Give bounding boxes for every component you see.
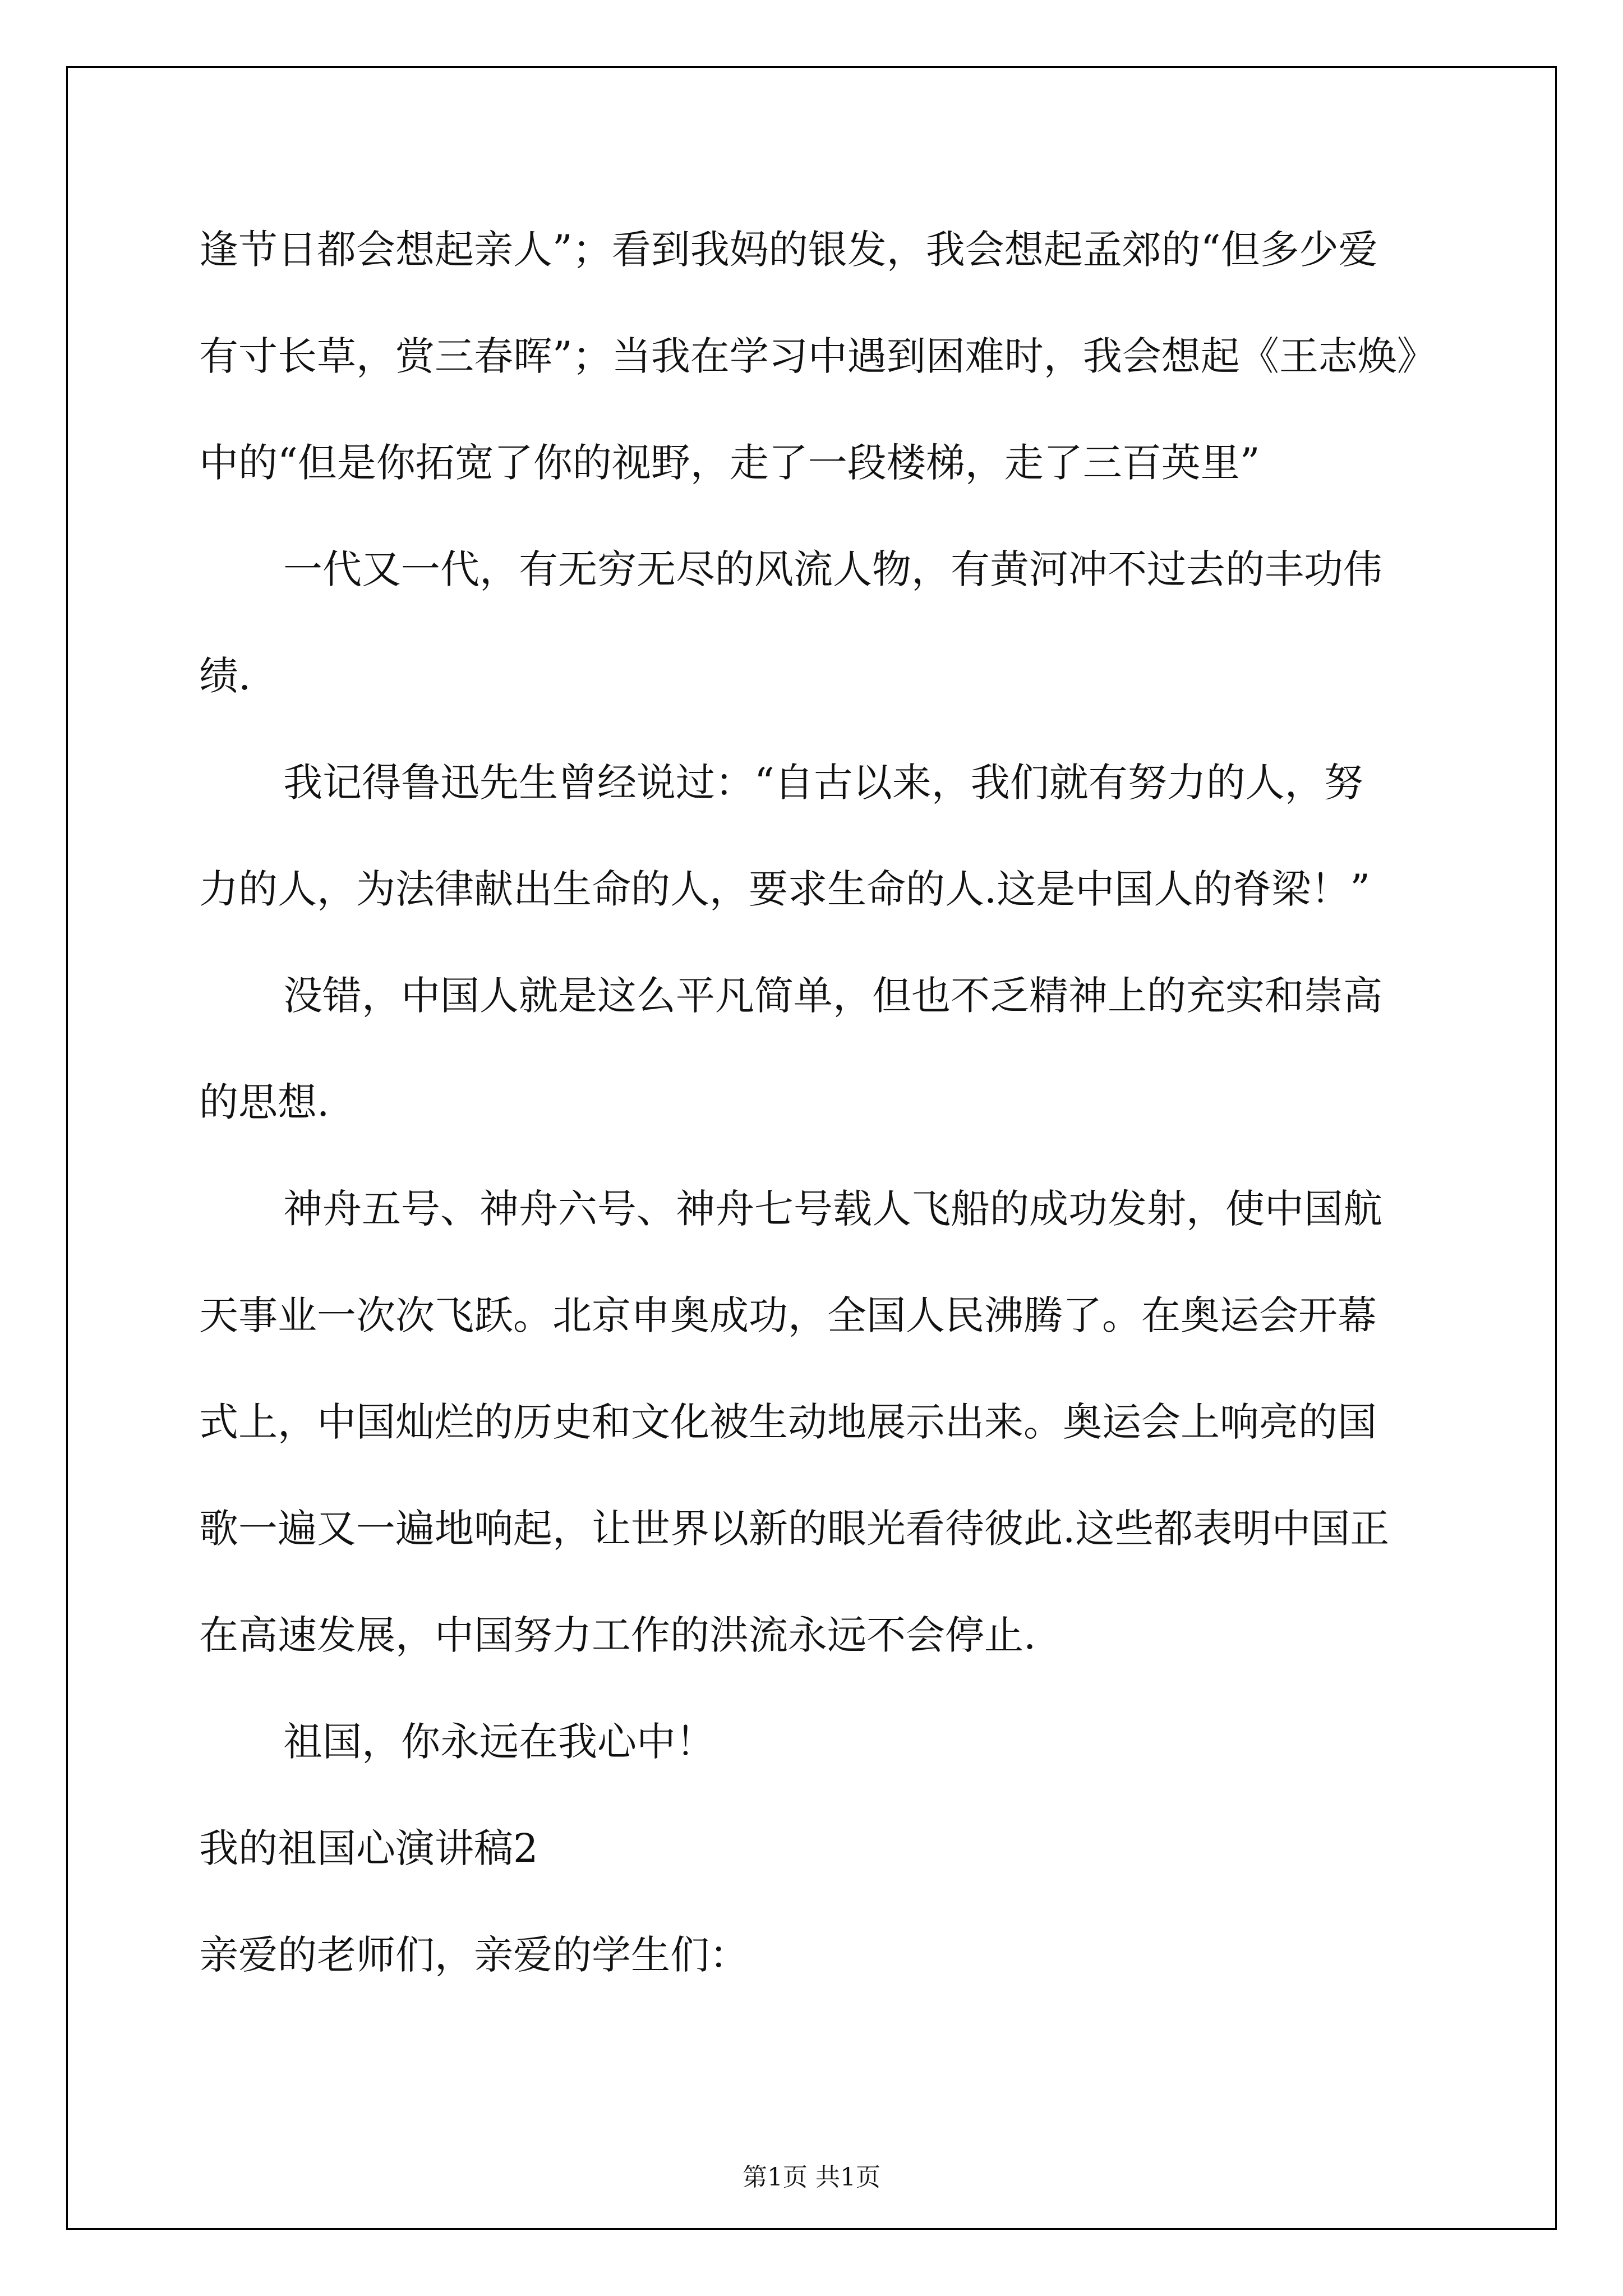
text-line: 有寸长草，赏三春晖”；当我在学习中遇到困难时，我会想起《王志焕》 [199, 333, 1436, 379]
paragraph-start-line: 没错，中国人就是这么平凡简单，但也不乏精神上的充实和崇高 [283, 973, 1382, 1019]
text-line: 逢节日都会想起亲人”；看到我妈的银发，我会想起孟郊的“但多少爱 [199, 227, 1378, 273]
text-line: 歌一遍又一遍地响起，让世界以新的眼光看待彼此.这些都表明中国正 [199, 1506, 1390, 1552]
text-line: 式上，中国灿烂的历史和文化被生动地展示出来。奥运会上响亮的国 [199, 1399, 1377, 1445]
paragraph-start-line: 神舟五号、神舟六号、神舟七号载人飞船的成功发射，使中国航 [283, 1186, 1382, 1232]
paragraph-start-line: 祖国，你永远在我心中！ [283, 1719, 715, 1765]
page-footer: 第1页 共1页 [743, 2163, 880, 2192]
paragraph-start-line: 我记得鲁迅先生曾经说过：“自古以来，我们就有努力的人，努 [283, 760, 1363, 806]
text-line: 中的“但是你拓宽了你的视野，走了一段楼梯，走了三百英里” [199, 440, 1260, 486]
document-body [199, 219, 1489, 2031]
text-line: 在高速发展，中国努力工作的洪流永远不会停止. [199, 1612, 1036, 1658]
text-line: 绩. [199, 653, 251, 699]
text-line: 力的人，为法律献出生命的人，要求生命的人.这是中国人的脊梁！” [199, 866, 1371, 912]
section-title: 我的祖国心演讲稿2 [199, 1825, 538, 1871]
paragraph-start-line: 一代又一代，有无穷无尽的风流人物，有黄河冲不过去的丰功伟 [283, 546, 1382, 592]
salutation-line: 亲爱的老师们，亲爱的学生们： [199, 1932, 749, 1978]
text-line: 的思想. [199, 1079, 330, 1125]
text-line: 天事业一次次飞跃。北京申奥成功，全国人民沸腾了。在奥运会开幕 [199, 1292, 1377, 1338]
